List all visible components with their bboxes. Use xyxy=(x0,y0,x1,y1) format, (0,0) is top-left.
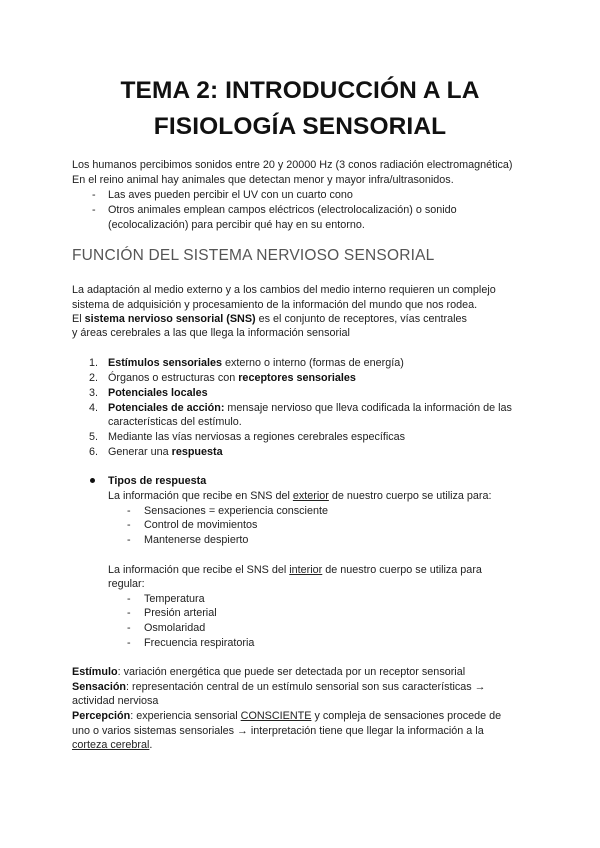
exterior-item: Mantenerse despierto xyxy=(144,534,249,546)
step-5: Mediante las vías nerviosas a regiones cerebrales específicas xyxy=(108,431,406,443)
step-2-text: Órganos o estructuras con xyxy=(108,372,239,384)
step-6 xyxy=(108,445,223,459)
dash-marker: - xyxy=(127,534,131,546)
def-estimulo-text: : variación energética que puede ser detectada por un receptor sensorial xyxy=(117,666,466,678)
interior-item: Osmolaridad xyxy=(144,622,206,634)
def-percepcion-text-a: : experiencia sensorial xyxy=(130,710,241,722)
exterior-line xyxy=(108,489,492,503)
dash-marker: - xyxy=(92,189,96,201)
def-percepcion-underlined: CONSCIENTE xyxy=(240,710,312,722)
sns-term: sistema nervioso sensorial (SNS) xyxy=(84,313,256,325)
step-4-cont: características del estímulo. xyxy=(108,416,242,428)
step-number: 5. xyxy=(88,431,98,443)
intro-bullet-2a: Otros animales emplean campos eléctricos (electrolocalización) o sonido xyxy=(108,204,457,216)
def-percepcion-term: Percepción xyxy=(72,710,131,722)
step-number: 2. xyxy=(88,372,98,384)
def-sensacion-cont: actividad nerviosa xyxy=(72,695,159,707)
step-number: 6. xyxy=(88,446,98,458)
interior-cont: regular: xyxy=(108,578,145,590)
step-1-bold: Estímulos sensoriales xyxy=(108,357,223,369)
intro-bullet-1: Las aves pueden percibir el UV con un cuarto cono xyxy=(108,189,353,201)
page-title-line-2: FISIOLOGÍA SENSORIAL xyxy=(153,113,447,140)
step-4 xyxy=(108,401,512,415)
def-sensacion-term: Sensación xyxy=(72,681,127,693)
intro-line-1: Los humanos percibimos sonidos entre 20 y 20000 Hz (3 conos radiación electromagnética) xyxy=(72,159,513,171)
step-2-bold: receptores sensoriales xyxy=(238,372,356,384)
def-percepcion-end xyxy=(72,738,152,752)
def-corteza: corteza cerebral xyxy=(72,739,150,751)
step-3 xyxy=(108,386,208,400)
para-line-4: y áreas cerebrales a las que llega la información sensorial xyxy=(72,327,350,339)
para-line-3-post: es el conjunto de receptores, vías centrales xyxy=(255,313,467,325)
dash-marker: - xyxy=(92,204,96,216)
bullet-dot xyxy=(90,478,95,483)
interior-post: de nuestro cuerpo se utiliza para xyxy=(322,564,482,576)
dash-marker: - xyxy=(127,593,131,605)
step-4-bold: Potenciales de acción: xyxy=(108,402,225,414)
section-heading: FUNCIÓN DEL SISTEMA NERVIOSO SENSORIAL xyxy=(72,247,435,264)
interior-line xyxy=(108,563,482,577)
response-heading-text: Tipos de respuesta xyxy=(108,475,207,487)
step-number: 3. xyxy=(88,387,98,399)
dash-marker: - xyxy=(127,505,131,517)
step-number: 1. xyxy=(88,357,98,369)
def-sensacion-text: : representación central de un estímulo sensorial son sus características → xyxy=(126,681,486,693)
para-line-3-pre: El xyxy=(72,313,85,325)
intro-bullet-2b: (ecolocalización) para percibir qué hay en su entorno. xyxy=(108,219,365,231)
interior-item: Frecuencia respiratoria xyxy=(144,637,255,649)
exterior-term: exterior xyxy=(292,490,329,502)
def-estimulo-term: Estímulo xyxy=(72,666,118,678)
para-line-3 xyxy=(72,312,467,326)
step-2 xyxy=(108,371,356,385)
step-6-text: Generar una xyxy=(108,446,172,458)
step-1 xyxy=(108,356,404,370)
exterior-post: de nuestro cuerpo se utiliza para: xyxy=(328,490,492,502)
dash-marker: - xyxy=(127,519,131,531)
step-1-text: externo o interno (formas de energía) xyxy=(222,357,404,369)
def-sensacion xyxy=(72,680,485,694)
interior-item: Temperatura xyxy=(144,593,205,605)
def-percepcion-text-b: y compleja de sensaciones procede de xyxy=(311,710,502,722)
interior-item: Presión arterial xyxy=(144,607,217,619)
dash-marker: - xyxy=(127,637,131,649)
para-line-2: sistema de adquisición y procesamiento de la información del mundo que nos rodea. xyxy=(72,299,478,311)
exterior-item: Control de movimientos xyxy=(144,519,258,531)
interior-pre: La información que recibe el SNS del xyxy=(108,564,290,576)
response-heading xyxy=(108,474,206,488)
def-estimulo xyxy=(72,665,465,679)
intro-line-2: En el reino animal hay animales que detectan menor y mayor infra/ultrasonidos. xyxy=(72,174,454,186)
step-3-bold: Potenciales locales xyxy=(108,387,208,399)
dash-marker: - xyxy=(127,622,131,634)
def-percepcion-cont: uno o varios sistemas sensoriales → interpretación tiene que llegar la información a la xyxy=(72,725,484,737)
exterior-item: Sensaciones = experiencia consciente xyxy=(144,505,328,517)
interior-term: interior xyxy=(289,564,323,576)
step-4-text: mensaje nervioso que lleva codificada la información de las xyxy=(224,402,512,414)
def-percepcion xyxy=(72,709,501,723)
exterior-pre: La información que recibe en SNS del xyxy=(108,490,293,502)
dash-marker: - xyxy=(127,607,131,619)
def-period: . xyxy=(149,739,153,751)
step-number: 4. xyxy=(88,402,98,414)
page-title-line-1: TEMA 2: INTRODUCCIÓN A LA xyxy=(120,77,480,104)
para-line-1: La adaptación al medio externo y a los cambios del medio interno requieren un complejo xyxy=(72,284,496,296)
step-6-bold: respuesta xyxy=(171,446,223,458)
